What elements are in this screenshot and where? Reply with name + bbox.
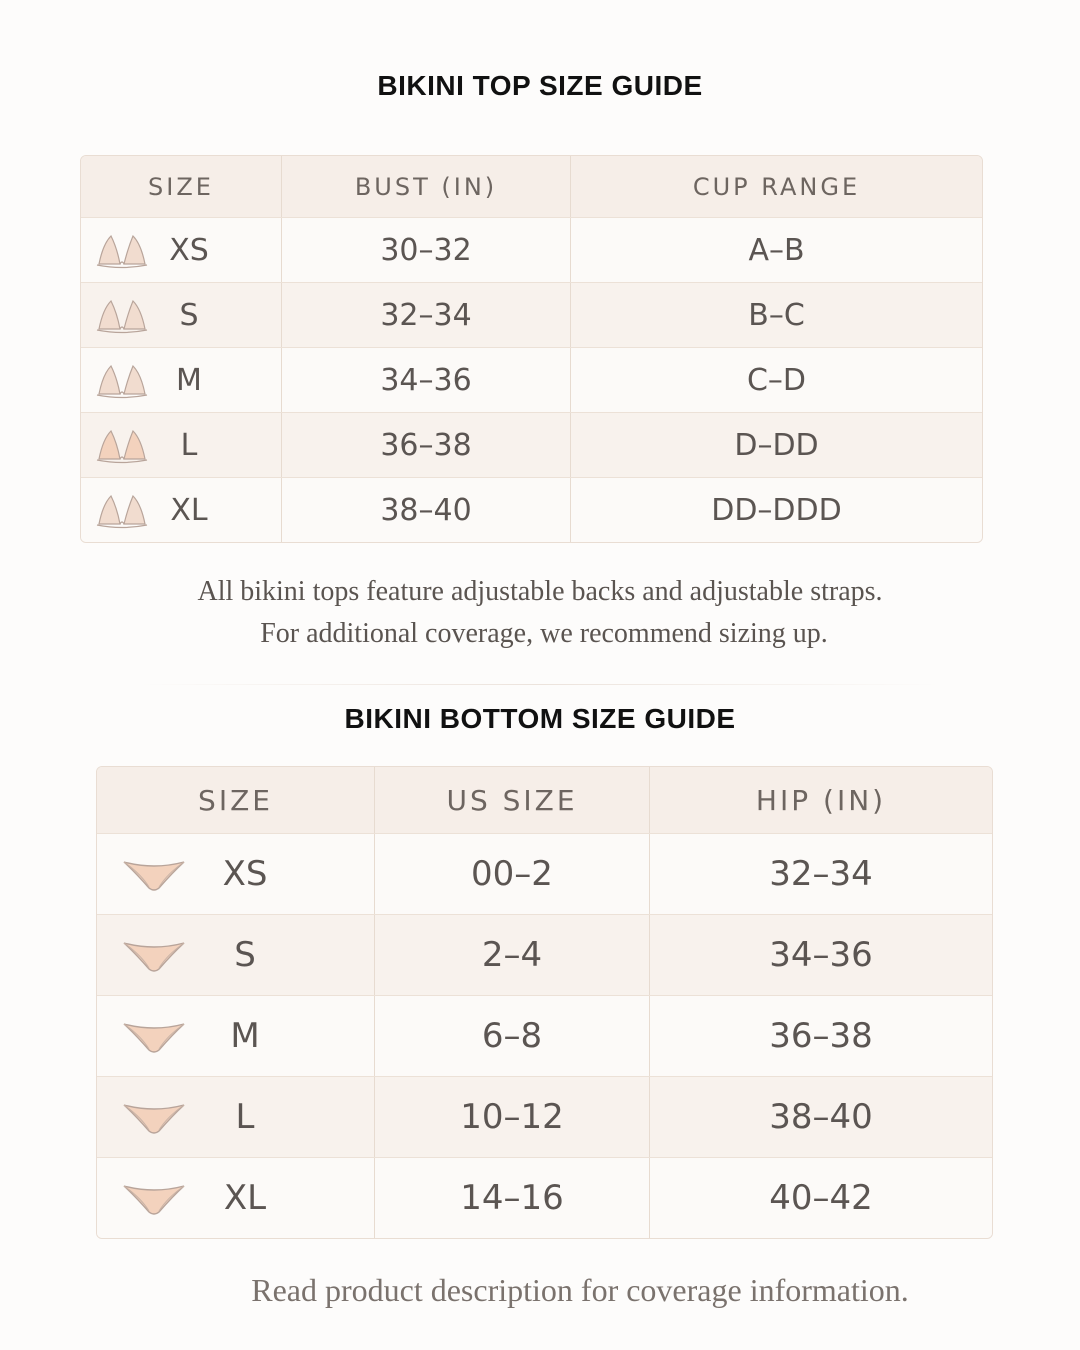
size-label: S bbox=[179, 297, 199, 333]
bikini-top-icon bbox=[95, 295, 149, 335]
bust-value: 30–32 bbox=[281, 218, 570, 282]
size-label: S bbox=[234, 935, 256, 975]
cup-value: DD–DDD bbox=[570, 478, 982, 542]
header-us-size: US SIZE bbox=[374, 767, 649, 833]
bottom-guide-title: BIKINI BOTTOM SIZE GUIDE bbox=[344, 703, 736, 734]
hip-value: 36–38 bbox=[649, 996, 992, 1076]
hip-value: 40–42 bbox=[649, 1158, 992, 1238]
header-hip: HIP (IN) bbox=[649, 767, 992, 833]
header-size: SIZE bbox=[148, 172, 214, 201]
hip-value: 32–34 bbox=[649, 834, 992, 914]
cup-value: D–DD bbox=[570, 413, 982, 477]
size-cell bbox=[81, 218, 281, 282]
bottom-size-table bbox=[96, 766, 993, 1239]
size-label: L bbox=[180, 427, 198, 463]
table-row bbox=[81, 217, 982, 282]
table-row bbox=[81, 282, 982, 347]
size-cell bbox=[81, 283, 281, 347]
size-cell bbox=[97, 915, 374, 995]
bikini-bottom-icon bbox=[121, 935, 187, 975]
bikini-top-icon bbox=[95, 425, 149, 465]
cup-value: C–D bbox=[570, 348, 982, 412]
header-size: SIZE bbox=[198, 783, 273, 817]
size-label: M bbox=[230, 1016, 260, 1056]
size-cell bbox=[97, 834, 374, 914]
bikini-top-icon bbox=[95, 230, 149, 270]
size-cell bbox=[97, 1077, 374, 1157]
us-size-value: 00–2 bbox=[374, 834, 649, 914]
table-row bbox=[97, 1076, 992, 1157]
table-row bbox=[97, 1157, 992, 1238]
table-header-row bbox=[97, 767, 992, 833]
size-cell bbox=[97, 996, 374, 1076]
header-bust: BUST (IN) bbox=[281, 156, 570, 217]
size-label: XS bbox=[169, 232, 209, 268]
cup-value: A–B bbox=[570, 218, 982, 282]
bottom-note: Read product description for coverage information. bbox=[251, 1272, 909, 1308]
size-label: XL bbox=[170, 492, 208, 528]
top-guide-title: BIKINI TOP SIZE GUIDE bbox=[377, 70, 703, 101]
size-cell bbox=[81, 413, 281, 477]
us-size-value: 14–16 bbox=[374, 1158, 649, 1238]
cup-value: B–C bbox=[570, 283, 982, 347]
bust-value: 36–38 bbox=[281, 413, 570, 477]
table-row bbox=[81, 412, 982, 477]
size-label: L bbox=[235, 1097, 255, 1137]
bikini-bottom-icon bbox=[121, 854, 187, 894]
us-size-value: 6–8 bbox=[374, 996, 649, 1076]
top-note-line-2: For additional coverage, we recommend sizing up. bbox=[260, 618, 828, 649]
table-row bbox=[81, 347, 982, 412]
size-cell bbox=[97, 1158, 374, 1238]
bikini-bottom-icon bbox=[121, 1178, 187, 1218]
size-cell bbox=[81, 348, 281, 412]
table-row bbox=[81, 477, 982, 542]
size-label: XL bbox=[223, 1178, 267, 1218]
size-cell bbox=[81, 478, 281, 542]
bikini-top-icon bbox=[95, 360, 149, 400]
size-label: M bbox=[176, 362, 202, 398]
size-label: XS bbox=[222, 854, 268, 894]
top-note-line-1: All bikini tops feature adjustable backs and adjustable straps. bbox=[197, 576, 883, 607]
bust-value: 34–36 bbox=[281, 348, 570, 412]
bust-value: 38–40 bbox=[281, 478, 570, 542]
top-size-table bbox=[80, 155, 983, 543]
table-header-row bbox=[81, 156, 982, 217]
bikini-bottom-icon bbox=[121, 1097, 187, 1137]
table-row bbox=[97, 833, 992, 914]
section-divider bbox=[140, 684, 940, 685]
us-size-value: 10–12 bbox=[374, 1077, 649, 1157]
table-row bbox=[97, 995, 992, 1076]
bikini-bottom-icon bbox=[121, 1016, 187, 1056]
us-size-value: 2–4 bbox=[374, 915, 649, 995]
hip-value: 38–40 bbox=[649, 1077, 992, 1157]
bust-value: 32–34 bbox=[281, 283, 570, 347]
hip-value: 34–36 bbox=[649, 915, 992, 995]
table-row bbox=[97, 914, 992, 995]
bikini-top-icon bbox=[95, 490, 149, 530]
header-cup-range: CUP RANGE bbox=[570, 156, 982, 217]
